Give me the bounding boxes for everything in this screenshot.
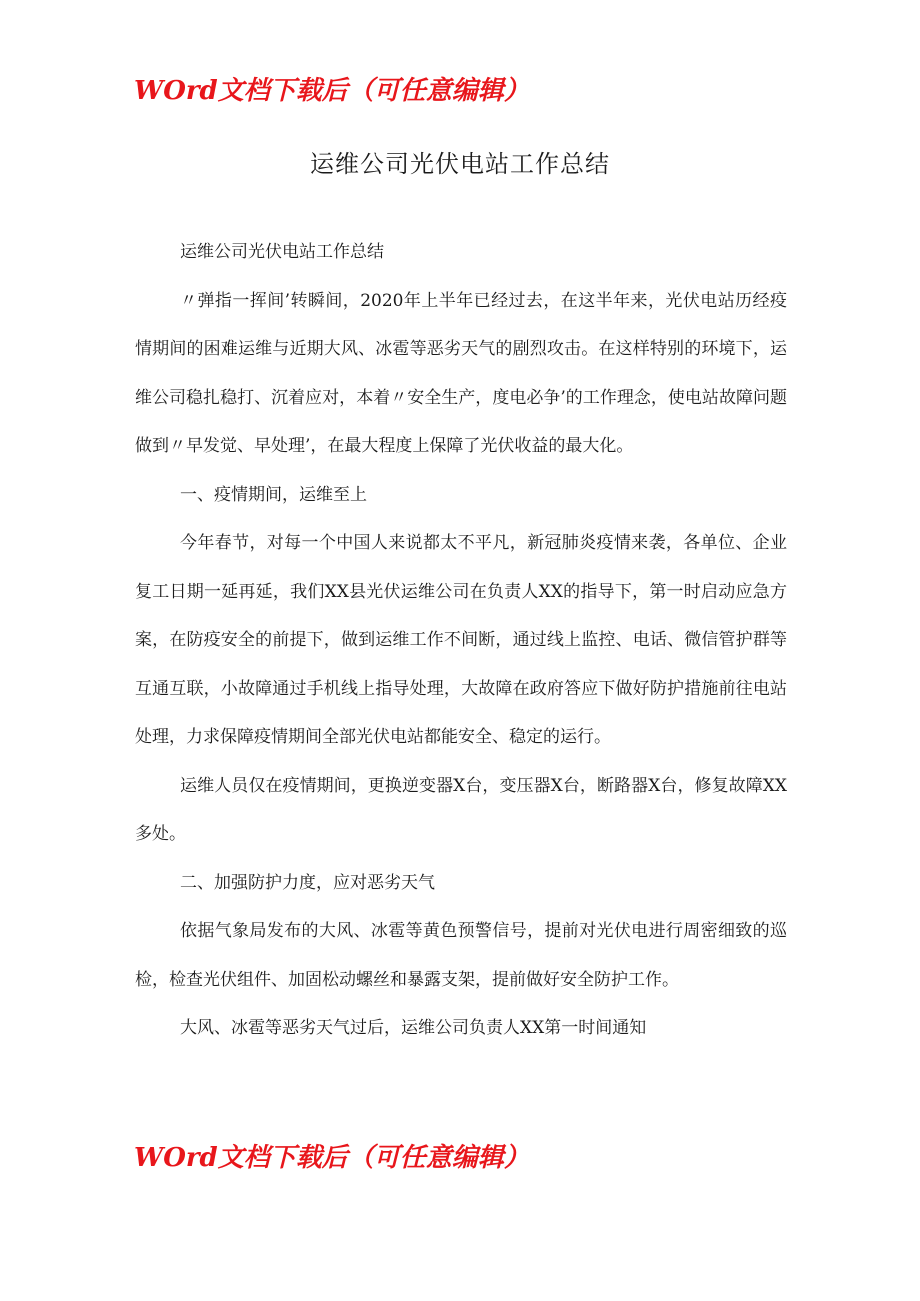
section-heading-epidemic: 一、疫情期间，运维至上 (180, 484, 368, 505)
body-paragraph-repairs: 运维人员仅在疫情期间，更换逆变器X台，变压器X台，断路器X台，修复故障XX多处。 (135, 775, 787, 844)
watermark-banner-bottom: WOrd文档下载后（可任意编辑） (134, 1143, 530, 1173)
watermark-banner-top: WOrd文档下载后（可任意编辑） (134, 76, 530, 106)
body-paragraph-aftermath: 大风、冰雹等恶劣天气过后，运维公司负责人XX第一时间通知 (180, 1018, 647, 1038)
body-paragraph-weather: 依据气象局发布的大风、冰雹等黄色预警信号，提前对光伏电进行周密细致的巡检，检查光伏组件、加固松动螺丝和暴露支架，提前做好安全防护工作。 (135, 921, 787, 990)
document-title: 运维公司光伏电站工作总结 (310, 150, 610, 178)
document-body (135, 228, 787, 1053)
body-paragraph-intro: 〃弹指一挥间’转瞬间，2020年上半年已经过去，在这半年来，光伏电站历经疫情期间的困难运维与近期大风、冰雹等恶劣天气的剧烈攻击。在这样特别的环境下，运维公司稳扎稳打、沉着应对，本着〃安全生产，度电必争’的工作理念，使电站故障问题做到〃早发觉、早处理’，在最大程度上保障了光伏收益的最大化。 (135, 290, 787, 456)
body-paragraph-subtitle: 运维公司光伏电站工作总结 (180, 242, 385, 262)
section-heading-weather: 二、加强防护力度，应对恶劣天气 (180, 872, 436, 893)
body-paragraph-epidemic: 今年春节，对每一个中国人来说都太不平凡，新冠肺炎疫情来袭，各单位、企业复工日期一延再延，我们XX县光伏运维公司在负责人XX的指导下，第一时启动应急方案，在防疫安全的前提下，做到运维工作不间断，通过线上监控、电话、微信管护群等互通互联，小故障通过手机线上指导处理，大故障在政府答应下做好防护措施前往电站处理，力求保障疫情期间全部光伏电站都能安全、稳定的运行。 (135, 533, 787, 747)
